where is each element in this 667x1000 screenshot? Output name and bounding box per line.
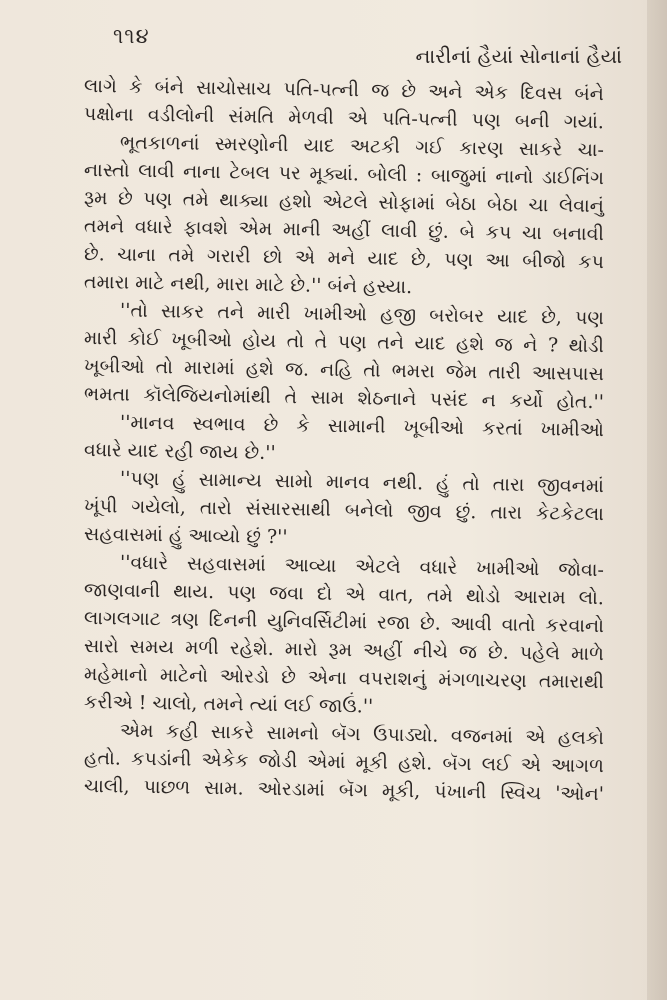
text-line: ''માનવ સ્વભાવ છે કે સામાની ખૂબીઓ કરતાં ખામીઓ — [119, 411, 605, 442]
text-line: કરીએ ! ચાલો, તમને ત્યાં લઈ જાઉં.'' — [83, 691, 374, 718]
text-line: નાસ્તો લાવી નાના ટેબલ પર મૂક્યાં. બોલી : બાજુમાં નાનો ડાઈનિંગ — [83, 159, 605, 190]
text-line: ''પણ હું સામાન્ય સામો માનવ નથી. હું તો તારા જીવનમાં — [119, 467, 605, 498]
text-line: ''વધારે સહવાસમાં આવ્યા એટલે વધારે ખામીઓ જોવા- — [119, 551, 605, 582]
text-line: જાણવાની થાય. પણ જવા દો એ વાત, તમે થોડો આરામ લો. — [83, 579, 605, 610]
page-number: ૧૧૪ — [113, 24, 150, 48]
text-line: છે. ચાના તમે ગરારી છો એ મને યાદ છે, પણ આ બીજો કપ — [83, 243, 605, 274]
text-line: વધારે યાદ રહી જાય છે.'' — [83, 439, 276, 465]
text-line: ચાલી, પાછળ સામ. ઓરડામાં બૅગ મૂકી, પંખાની સ્વિચ 'ઓન' — [83, 775, 605, 806]
text-line: ભમતા કૉલેજિયનોમાંથી તે સામ શેઠનાને પસંદ ન કર્યો હોત.'' — [83, 383, 605, 414]
text-line: ખૂંપી ગયેલો, તારો સંસારસાથી બનેલો જીવ છું. તારા કેટકેટલા — [83, 495, 605, 526]
text-line: રૂમ છે પણ તમે થાક્યા હશો એટલે સોફામાં બેઠા બેઠા ચા લેવાનું — [83, 187, 605, 218]
text-line: ભૂતકાળનાં સ્મરણોની યાદ અટકી ગઈ કારણ સાકરે ચા- — [119, 131, 605, 162]
text-line: પક્ષોના વડીલોની સંમતિ મેળવી એ પતિ-પત્ની પણ બની ગયાં. — [83, 103, 605, 134]
text-line: ''તો સાકર તને મારી ખામીઓ હજી બરોબર યાદ છે, પણ — [119, 299, 605, 330]
book-spine-edge — [647, 0, 667, 1000]
text-line: તમારા માટે નથી, મારા માટે છે.'' બંને હસ્યા. — [83, 271, 413, 299]
text-line: તમને વધારે ફાવશે એમ માની અહીં લાવી છું. બે કપ ચા બનાવી — [83, 215, 605, 246]
text-line: લાગે કે બંને સાચોસાચ પતિ-પત્ની જ છે અને એક દિવસ બંને — [83, 75, 605, 106]
text-line: સારો સમય મળી રહેશે. મારો રૂમ અહીં નીચે જ છે. પહેલે માળે — [83, 635, 605, 666]
text-line: મારી કોઈ ખૂબીઓ હોય તો તે પણ તને યાદ હશે જ ને ? થોડી — [83, 327, 605, 358]
text-line: ખૂબીઓ તો મારામાં હશે જ. નહિ તો ભમરા જેમ તારી આસપાસ — [83, 355, 605, 386]
text-line: લાગલગાટ ત્રણ દિનની યુનિવર્સિટીમાં રજા છે. આવી વાતો કરવાનો — [83, 607, 605, 638]
body-text — [83, 72, 605, 806]
text-line: હતો. કપડાંની એકેક જોડી એમાં મૂકી હશે. બૅગ લઈ એ આગળ — [83, 747, 605, 778]
text-line: એમ કહી સાકરે સામનો બૅગ ઉપાડ્યો. વજનમાં એ હલકો — [119, 719, 605, 750]
text-line: સહવાસમાં હું આવ્યો છું ?'' — [83, 523, 288, 549]
running-head: નારીનાં હૈયાં સોનાનાં હૈયાં — [415, 44, 622, 68]
text-line: મહેમાનો માટેનો ઓરડો છે એના વપરાશનું મંગળાચરણ તમારાથી — [83, 663, 605, 694]
